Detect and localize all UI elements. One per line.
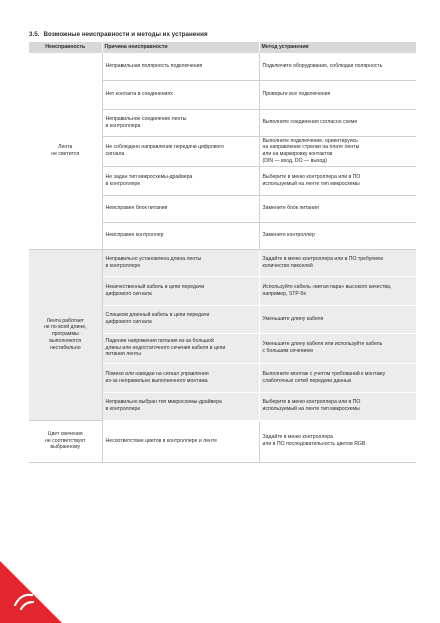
cause-line: в контроллере bbox=[105, 406, 141, 412]
section-number: 3.5. bbox=[29, 31, 40, 38]
method-line: (DIN — вход, DO — выход) bbox=[262, 157, 328, 164]
cause-line: Несоответствие цветов в контроллере и ленте bbox=[105, 437, 218, 444]
method-cell bbox=[259, 53, 416, 80]
section-title bbox=[29, 31, 208, 38]
method-line: Выберите в меню контроллера или в ПО bbox=[262, 399, 361, 406]
table-row bbox=[29, 249, 416, 276]
fault-line: не соответствует bbox=[45, 437, 86, 444]
method-line: например, STP-5e bbox=[262, 290, 307, 297]
method-cell bbox=[259, 109, 416, 136]
method-cell bbox=[259, 333, 416, 363]
cause-cell bbox=[102, 109, 259, 136]
cause-line: Некачественный кабель в цепи передачи bbox=[105, 283, 205, 290]
method-cell bbox=[259, 222, 416, 249]
cause-line: цифрового сигнала bbox=[105, 290, 152, 297]
method-cell bbox=[259, 195, 416, 222]
method-line: Замените блок питания bbox=[262, 205, 319, 212]
method-cell bbox=[259, 136, 416, 166]
fault-line: программы bbox=[51, 331, 79, 338]
method-line: Задайте в меню контроллера или в ПО требуемое bbox=[262, 255, 384, 262]
method-line: Проверьте все подключения bbox=[262, 91, 331, 98]
fault-line: Лента работает bbox=[46, 317, 84, 324]
method-cell bbox=[259, 80, 416, 109]
cause-cell bbox=[102, 53, 259, 80]
table-row bbox=[29, 420, 416, 462]
cause-cell bbox=[102, 276, 259, 305]
cause-line: из-за неправильно выполненного монтажа bbox=[105, 377, 208, 384]
method-line: Выполните монтаж с учетом требований к монтажу bbox=[262, 370, 386, 377]
method-line: Уменьшите длину кабеля bbox=[262, 315, 324, 322]
method-cell bbox=[259, 305, 416, 333]
cause-line: Слишком длинный кабель в цепи передачи bbox=[105, 312, 210, 319]
cause-line: Не задан тип микросхемы-драйвера bbox=[105, 173, 193, 180]
cause-cell bbox=[102, 333, 259, 363]
method-line: Используйте кабель «витая пара» высокого качества, bbox=[262, 283, 392, 290]
cause-line: Не соблюдено направление передачи цифрового bbox=[105, 144, 224, 151]
cause-line: Неисправен контроллер bbox=[105, 232, 164, 239]
cause-line: длины или недостаточного сечения кабеля в цепи bbox=[105, 344, 226, 351]
method-cell bbox=[259, 166, 416, 195]
fault-line: Лента bbox=[58, 144, 73, 151]
fault-line: Цвет свечения bbox=[47, 430, 83, 437]
table-header-row bbox=[29, 42, 416, 53]
cause-cell bbox=[102, 222, 259, 249]
faults-table bbox=[29, 42, 417, 463]
cause-cell bbox=[102, 166, 259, 195]
fault-line: выполняются bbox=[49, 337, 82, 344]
method-line: используемый на ленте тип микросхемы bbox=[262, 180, 360, 187]
cause-line: Неправильное соединение ленты bbox=[105, 115, 187, 122]
method-line: Задайте в меню контроллера bbox=[262, 434, 333, 441]
cause-line: сигнала bbox=[105, 151, 125, 157]
cause-line: и контроллера bbox=[105, 122, 141, 129]
brand-corner-logo-icon bbox=[0, 553, 70, 623]
cause-line: цифрового сигнала bbox=[105, 319, 152, 325]
method-cell bbox=[259, 363, 416, 392]
header-method: Метод устранения bbox=[259, 42, 416, 53]
cause-line: Неисправен блок питания bbox=[105, 205, 168, 212]
method-line: слаботочных сетей передачи данных bbox=[262, 377, 352, 384]
cause-line: Неправильно выбран тип микросхемы-драйвера bbox=[105, 399, 222, 406]
method-cell bbox=[259, 249, 416, 276]
method-line: количество пикселей bbox=[262, 262, 313, 269]
method-line: Уменьшите длину кабеля или используйте кабель bbox=[262, 341, 383, 348]
cause-line: Неправильная полярность подключения bbox=[105, 62, 203, 69]
method-cell bbox=[259, 392, 416, 420]
cause-cell bbox=[102, 195, 259, 222]
fault-line: выбранному bbox=[50, 444, 81, 451]
cause-cell bbox=[102, 249, 259, 276]
cause-line: Нет контакта в соединениях bbox=[105, 91, 173, 98]
method-line: Выполните подключение, ориентируясь bbox=[262, 137, 358, 144]
fault-line: не по всей длине, bbox=[43, 324, 87, 331]
cause-line: в контроллере bbox=[105, 262, 141, 269]
fault-line: нестабильно bbox=[49, 344, 81, 351]
fault-cell bbox=[29, 420, 102, 462]
cause-cell bbox=[102, 392, 259, 420]
fault-line: не светится bbox=[51, 150, 80, 157]
cause-cell bbox=[102, 305, 259, 333]
method-line: на направление стрелки на плате ленты bbox=[262, 144, 360, 151]
cause-cell bbox=[102, 420, 259, 462]
header-fault: Неисправность bbox=[29, 42, 102, 53]
method-cell bbox=[259, 276, 416, 305]
method-line: Подключите оборудование, соблюдая полярность bbox=[262, 62, 383, 69]
cause-line: в контроллере bbox=[105, 180, 141, 187]
header-cause: Причина неисправности bbox=[102, 42, 259, 53]
cause-line: Падение напряжения питания из-за большой bbox=[105, 337, 214, 344]
table-row bbox=[29, 53, 416, 80]
method-line: или на маркировку контактов bbox=[262, 151, 333, 157]
method-line: или в ПО последовательность цветов RGB bbox=[262, 441, 366, 447]
method-line: Замените контроллер bbox=[262, 232, 315, 239]
fault-cell bbox=[29, 249, 102, 420]
section-heading: Возможные неисправности и методы их устранения bbox=[43, 31, 208, 38]
fault-cell bbox=[29, 53, 102, 249]
method-line: с большим сечением bbox=[262, 348, 313, 354]
method-line: Выберите в меню контроллера или в ПО bbox=[262, 173, 361, 180]
method-cell bbox=[259, 420, 416, 462]
cause-line: Неправильно установлена длина ленты bbox=[105, 255, 202, 262]
cause-line: питания ленты bbox=[105, 351, 141, 358]
table-body bbox=[29, 53, 416, 462]
cause-cell bbox=[102, 363, 259, 392]
cause-cell bbox=[102, 136, 259, 166]
cause-line: Помехи или наводки на сигнал управления bbox=[105, 370, 209, 377]
cause-cell bbox=[102, 80, 259, 109]
method-line: Выполните соединения согласно схеме bbox=[262, 119, 358, 126]
method-line: используемый на ленте тип микросхемы bbox=[262, 406, 360, 412]
